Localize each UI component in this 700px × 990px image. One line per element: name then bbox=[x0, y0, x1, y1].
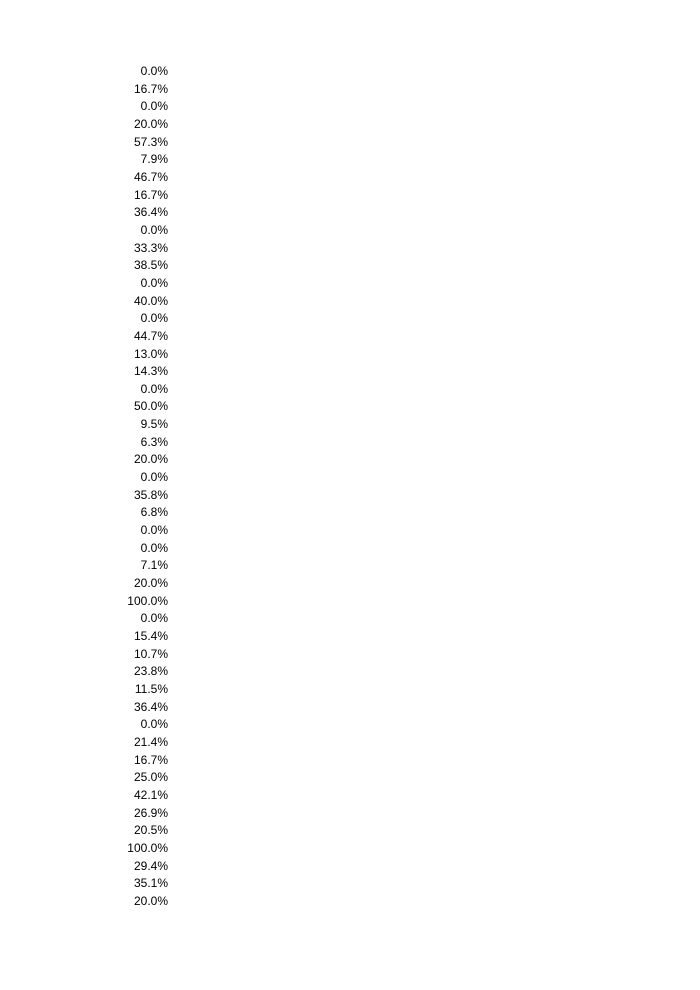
percentage-cell: 100.0% bbox=[127, 840, 168, 855]
percentage-cell: 0.0% bbox=[140, 523, 168, 538]
percentage-cell: 44.7% bbox=[133, 328, 168, 343]
percentage-cell: 35.1% bbox=[133, 876, 168, 891]
percentage-cell: 35.8% bbox=[133, 487, 168, 502]
percentage-cell: 0.0% bbox=[140, 64, 168, 78]
percentage-cell: 26.9% bbox=[133, 805, 168, 820]
percentage-cell: 6.8% bbox=[140, 505, 168, 520]
percentage-cell: 16.7% bbox=[133, 752, 168, 767]
percentage-cell: 0.0% bbox=[140, 470, 168, 485]
percentage-cell: 100.0% bbox=[127, 593, 168, 608]
percentage-cell: 33.3% bbox=[133, 240, 168, 255]
percentage-cell: 38.5% bbox=[133, 258, 168, 273]
percentage-cell: 9.5% bbox=[140, 417, 168, 432]
percentage-cell: 36.4% bbox=[133, 205, 168, 220]
percentage-cell: 0.0% bbox=[140, 540, 168, 555]
percentage-cell: 20.0% bbox=[133, 452, 168, 467]
percentage-cell: 16.7% bbox=[133, 81, 168, 96]
percentage-cell: 40.0% bbox=[133, 293, 168, 308]
percentage-cell: 42.1% bbox=[133, 787, 168, 802]
percentage-cell: 11.5% bbox=[134, 681, 168, 696]
percentage-cell: 13.0% bbox=[133, 346, 168, 361]
percentage-cell: 57.3% bbox=[133, 134, 168, 149]
percentage-cell: 20.5% bbox=[133, 823, 168, 838]
percentage-cell: 0.0% bbox=[140, 717, 168, 732]
percentage-cell: 6.3% bbox=[140, 434, 168, 449]
percentage-cell: 0.0% bbox=[140, 99, 168, 114]
percentage-cell: 0.0% bbox=[140, 311, 168, 326]
percentage-cell: 36.4% bbox=[133, 699, 168, 714]
percentage-cell: 7.9% bbox=[140, 152, 168, 167]
percentage-cell: 0.0% bbox=[140, 611, 168, 626]
percentage-cell: 10.7% bbox=[133, 646, 168, 661]
percentage-cell: 25.0% bbox=[133, 770, 168, 785]
percentage-cell: 7.1% bbox=[140, 558, 168, 573]
percentage-cell: 23.8% bbox=[133, 664, 168, 679]
percentage-cell: 14.3% bbox=[133, 364, 168, 379]
percentage-column bbox=[108, 63, 168, 911]
percentage-cell: 21.4% bbox=[133, 734, 168, 749]
percentage-cell: 29.4% bbox=[133, 858, 168, 873]
percentage-cell: 20.0% bbox=[133, 893, 168, 908]
percentage-cell: 16.7% bbox=[133, 187, 168, 202]
percentage-cell: 20.0% bbox=[133, 576, 168, 591]
percentage-cell: 0.0% bbox=[140, 381, 168, 396]
percentage-cell: 50.0% bbox=[133, 399, 168, 414]
percentage-cell: 46.7% bbox=[133, 169, 168, 184]
percentage-cell: 0.0% bbox=[140, 275, 168, 290]
percentage-cell: 20.0% bbox=[133, 116, 168, 131]
percentage-cell: 0.0% bbox=[140, 222, 168, 237]
percentage-cell: 15.4% bbox=[133, 629, 168, 643]
